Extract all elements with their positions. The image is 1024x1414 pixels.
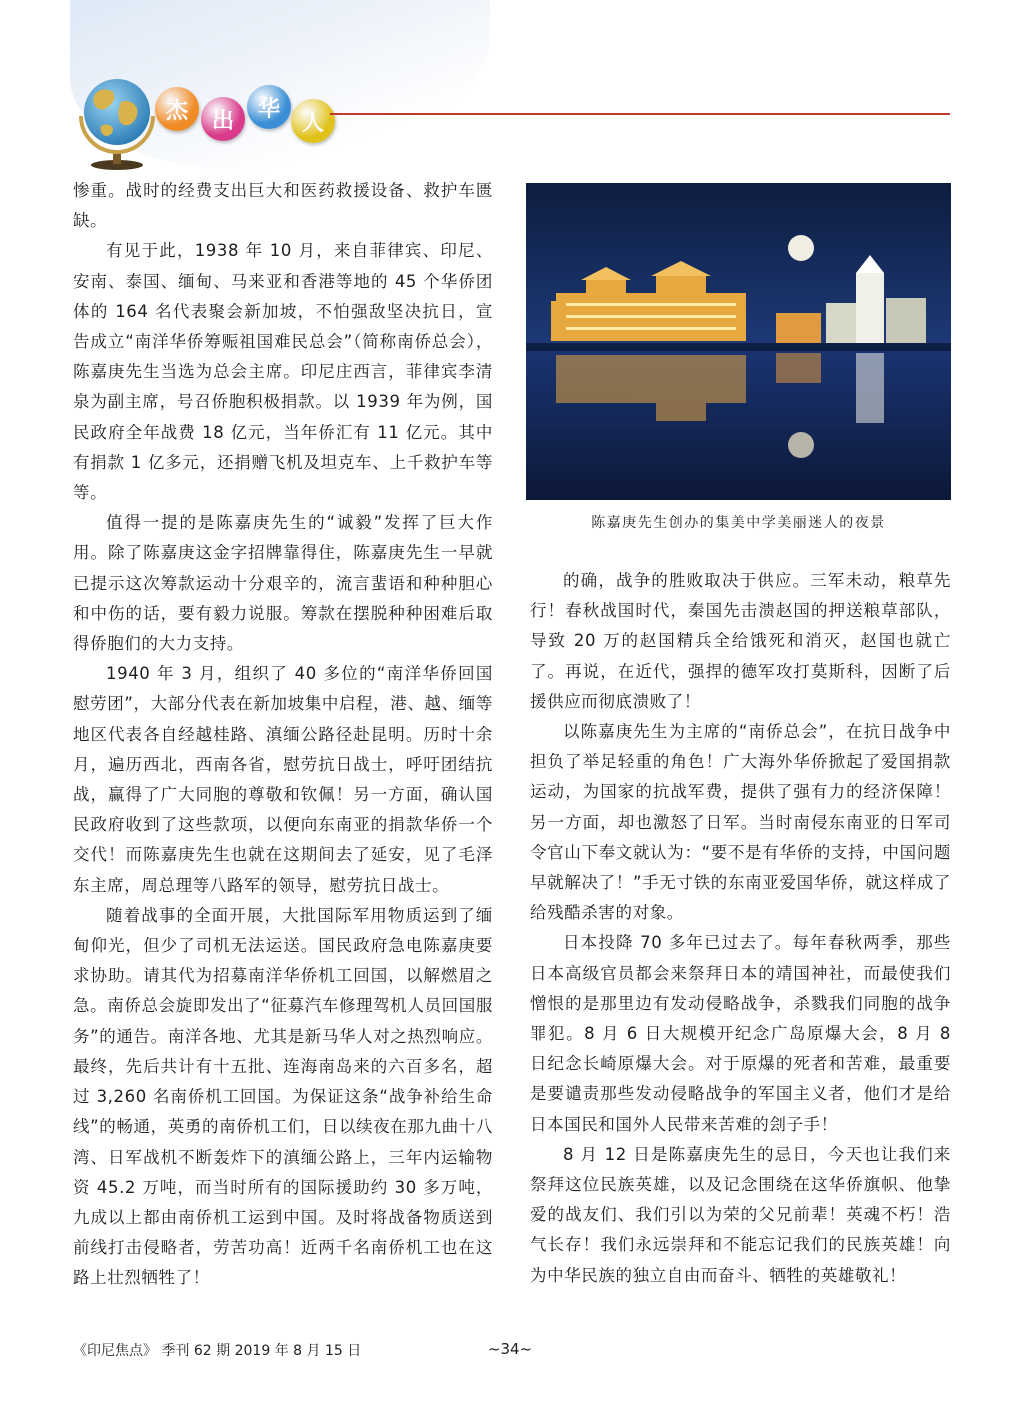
section-badge: 杰 [155,87,199,131]
page-number: ~34~ [487,1340,533,1358]
paragraph: 以陈嘉庚先生为主席的“南侨总会”，在抗日战争中担负了举足轻重的角色！广大海外华侨掀起了爱国捐款运动，为国家的抗战军费，提供了强有力的经济保障！另一方面，却也激怒了日军。当时南侵东南亚的日军司令官山下奉文就认为：“要不是有华侨的支持，中国问题早就解决了！”手无寸铁的东南亚爱国华侨，就这样成了给残酷杀害的对象。 [530,722,951,923]
paragraph: 有见于此，1938 年 10 月，来自菲律宾、印尼、安南、泰国、缅甸、马来亚和香港等地的 45 个华侨团体的 164 名代表聚会新加坡，不怕强敌坚决抗日，宣告成立“南洋华侨筹赈祖国难民总会”（简称南侨总会），陈嘉庚先生当选为总会主席。印尼庄西言，菲律宾李清泉为副主席，号召侨胞积极捐款。以 1939 年为例，国民政府全年战费 18 亿元，当年侨汇有 11 亿元。其中有捐款 1 亿多元，还捐赠飞机及坦克车、上千救护车等等。 [73,241,493,503]
paragraph: 8 月 12 日是陈嘉庚先生的忌日，今天也让我们来祭拜这位民族英雄，以及记念围绕在这华侨旗帜、他挚爱的战友们、我们引以为荣的父兄前辈！英魂不朽！浩气长存！我们永远崇拜和不能忘记我们的民族英雄！向为中华民族的独立自由而奋斗、牺牲的英雄敬礼！ [530,1144,951,1285]
night-scene-photo [526,183,951,500]
paragraph: 日本投降 70 多年已过去了。每年春秋两季，那些日本高级官员都会来祭拜日本的靖国神社，而最使我们憎恨的是那里边有发动侵略战争，杀戮我们同胞的战争罪犯。8 月 6 日大规模开纪念广岛原爆大会，8 月 8 日纪念长崎原爆大会。对于原爆的死者和苦难，最重要是要谴责那些发动侵略战争的军国主义者，他们才是给日本国民和国外人民带来苦难的刽子手！ [530,933,951,1134]
section-badge: 出 [201,97,245,141]
header-rule [330,113,950,115]
article-left-column [73,176,493,1294]
section-badge: 华 [247,85,291,129]
photo-caption: 陈嘉庚先生创办的集美中学美丽迷人的夜景 [591,515,886,531]
paragraph: 随着战事的全面开展，大批国际军用物质运到了缅甸仰光，但少了司机无法运送。国民政府急电陈嘉庚要求协助。请其代为招募南洋华侨机工回国，以解燃眉之急。南侨总会旋即发出了“征募汽车修理驾机人员回国服务”的通告。南洋各地、尤其是新马华人对之热烈响应。最终，先后共计有十五批、连海南岛来的六百多名，超过 3,260 名南侨机工回国。为保证这条“战争补给生命线”的畅通，英勇的南侨机工们，日以续夜在那九曲十八湾、日军战机不断轰炸下的滇缅公路上，三年内运输物资 45.2 万吨，而当时所有的国际援助约 30 多万吨，九成以上都由南侨机工运到中国。及时将战备物质送到前线打击侵略者，劳苦功高！近两千名南侨机工也在这路上壮烈牺牲了！ [73,905,493,1288]
publication-info: 《印尼焦点》 季刊 62 期 2019 年 8 月 15 日 [73,1343,362,1359]
section-badge: 人 [291,99,335,143]
globe-icon [73,72,161,172]
paragraph: 值得一提的是陈嘉庚先生的“诚毅”发挥了巨大作用。除了陈嘉庚这金字招牌靠得住，陈嘉庚先生一早就已提示这次筹款运动十分艰辛的，流言蜚语和种种胆心和中伤的话，要有毅力说服。筹款在摆脱种种困难后取得侨胞们的大力支持。 [73,513,493,654]
article-right-column [530,566,951,1291]
paragraph: 惨重。战时的经费支出巨大和医药救援设备、救护车匮缺。 [73,181,493,231]
paragraph: 1940 年 3 月，组织了 40 多位的“南洋华侨回国慰劳团”，大部分代表在新加坡集中启程，港、越、缅等地区代表各自经越桂路、滇缅公路径赴昆明。历时十余月，遍历西北，西南各省，慰劳抗日战士，呼吁团结抗战，赢得了广大同胞的尊敬和钦佩！另一方面，确认国民政府收到了这些款项，以便向东南亚的捐款华侨一个交代！而陈嘉庚先生也就在这期间去了延安，见了毛泽东主席，周总理等八路军的领导，慰劳抗日战士。 [73,664,493,895]
paragraph: 的确，战争的胜败取决于供应。三军未动，粮草先行！春秋战国时代，秦国先击溃赵国的押送粮草部队，导致 20 万的赵国精兵全给饿死和消灭，赵国也就亡了。再说，在近代，强捍的德军攻打莫斯科，因断了后援供应而彻底溃败了！ [530,571,951,711]
